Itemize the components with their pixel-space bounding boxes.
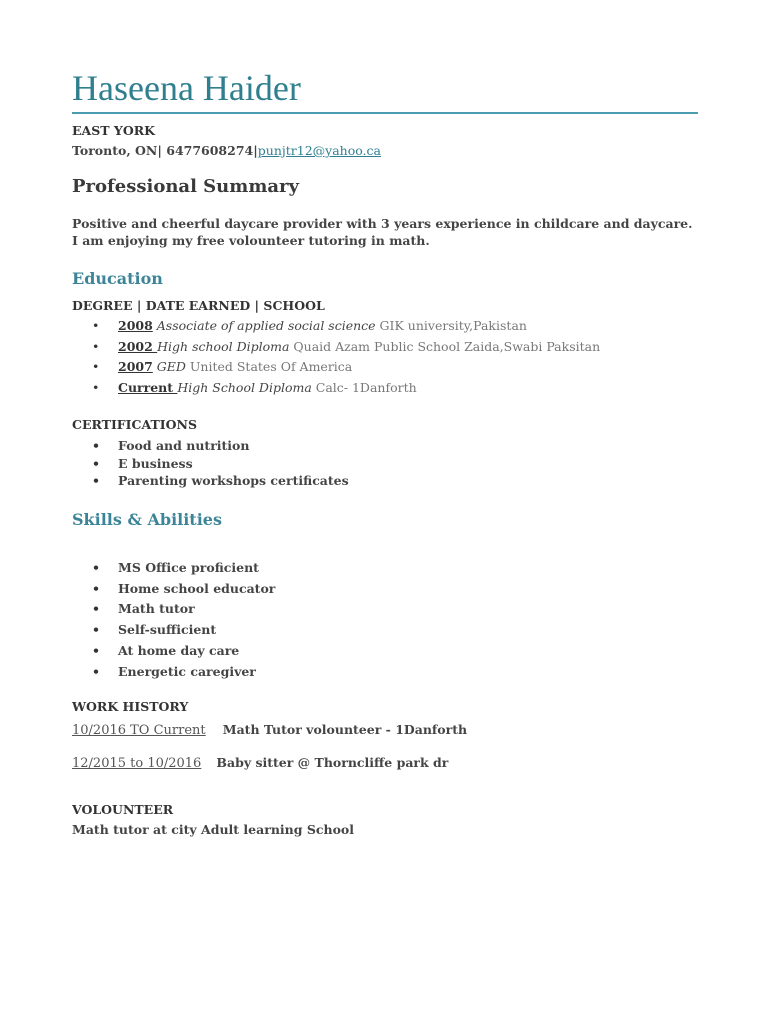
education-degree: High School Diploma: [177, 380, 312, 396]
certification-label: E business: [118, 455, 193, 471]
work-description: Math Tutor volounteer - 1Danforth: [222, 722, 468, 737]
education-degree: GED: [152, 359, 186, 375]
list-item: [72, 357, 600, 378]
education-year: 2007: [118, 359, 153, 375]
list-item: [72, 337, 600, 358]
work-entry: [72, 719, 467, 738]
skill-label: MS Office proficient: [118, 560, 259, 575]
work-dates: 10/2016 TO Current: [72, 723, 206, 738]
education-school: GIK university,Pakistan: [375, 318, 527, 333]
education-subheading: DEGREE | DATE EARNED | SCHOOL: [72, 298, 325, 313]
list-item: [72, 455, 349, 473]
work-history-heading: WORK HISTORY: [72, 699, 189, 714]
education-heading: Education: [72, 269, 163, 288]
work-entry: [72, 752, 448, 771]
bullet: •: [92, 318, 100, 333]
list-item: [72, 316, 600, 337]
skills-list: [72, 558, 275, 682]
skill-label: Home school educator: [118, 580, 276, 596]
work-dates: 12/2015 to 10/2016: [72, 756, 202, 771]
education-list: [72, 316, 600, 399]
certifications-list: [72, 437, 349, 490]
contact-line: [72, 143, 381, 158]
list-item: [72, 641, 275, 662]
education-school: Calc- 1Danforth: [311, 380, 417, 396]
candidate-name: Haseena Haider: [72, 68, 301, 108]
bullet: •: [92, 560, 100, 575]
bullet: •: [92, 622, 100, 638]
skill-label: Energetic caregiver: [118, 663, 256, 679]
name-divider: [72, 112, 698, 114]
contact-details: Toronto, ON| 6477608274|: [72, 143, 258, 158]
education-year: Current: [118, 380, 178, 396]
bullet: •: [92, 663, 100, 679]
bullet: •: [92, 359, 100, 375]
skill-label: At home day care: [118, 642, 240, 658]
list-item: [72, 378, 600, 399]
education-school: United States Of America: [185, 359, 353, 375]
bullet: •: [92, 601, 100, 617]
skill-label: Math tutor: [118, 601, 195, 617]
list-item: [72, 599, 275, 620]
bullet: •: [92, 580, 100, 596]
education-year: 2008: [118, 318, 153, 333]
education-degree: High school Diploma: [157, 338, 290, 354]
list-item: [72, 662, 275, 683]
list-item: [72, 437, 349, 455]
skills-heading: Skills & Abilities: [72, 510, 222, 529]
location-heading: EAST YORK: [72, 123, 155, 138]
volunteer-heading: VOLOUNTEER: [72, 802, 174, 817]
education-school: Quaid Azam Public School Zaida,Swabi Paksitan: [289, 338, 601, 354]
certification-label: Parenting workshops certificates: [118, 473, 349, 488]
email-link[interactable]: punjtr12@yahoo.ca: [257, 143, 381, 158]
list-item: [72, 558, 275, 579]
bullet: •: [92, 455, 100, 471]
bullet: •: [92, 473, 100, 488]
skill-label: Self-sufficient: [118, 622, 217, 638]
bullet: •: [92, 438, 100, 453]
list-item: [72, 579, 275, 600]
education-year: 2002: [118, 338, 158, 354]
list-item: [72, 472, 349, 490]
bullet: •: [92, 338, 100, 354]
work-description: Baby sitter @ Thorncliffe park dr: [216, 755, 449, 770]
education-degree: Associate of applied social science: [152, 318, 376, 333]
certifications-heading: CERTIFICATIONS: [72, 417, 197, 432]
list-item: [72, 620, 275, 641]
certification-label: Food and nutrition: [118, 438, 250, 453]
bullet: •: [92, 380, 100, 396]
summary-heading: Professional Summary: [72, 176, 299, 197]
summary-text: Positive and cheerful daycare provider with 3 years experience in childcare and daycare. I am enjoying my free volounteer tutoring in math.: [72, 216, 693, 248]
volunteer-text: Math tutor at city Adult learning School: [72, 822, 354, 837]
bullet: •: [92, 642, 100, 658]
